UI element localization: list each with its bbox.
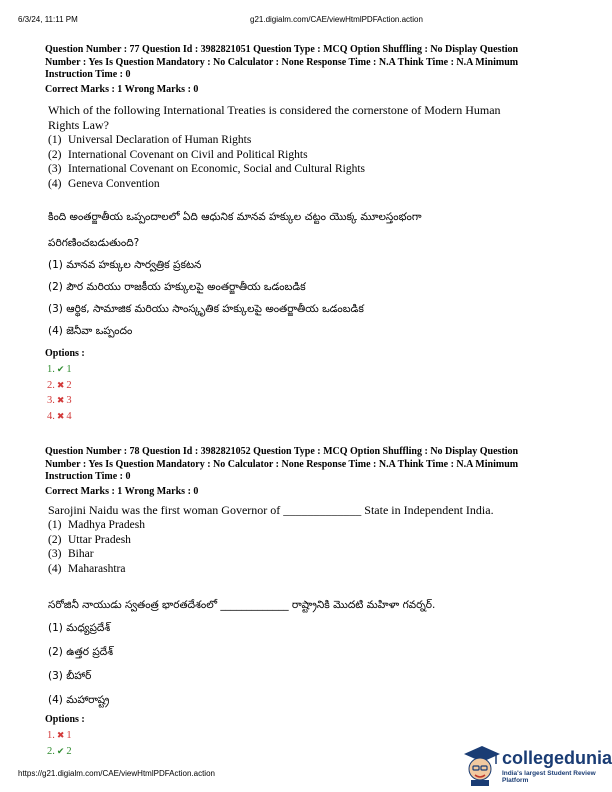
q77-answer-list [47,362,72,424]
cross-icon: ✖ [56,379,65,390]
brand-tagline: India's largest Student Review Platform [502,770,596,784]
q77-question-telugu [48,210,578,250]
option-en-4: (4) Maharashtra [48,562,126,575]
q77-marks: Correct Marks : 1 Wrong Marks : 0 [45,84,199,95]
answer-row: 3. ✖ 3 [47,393,72,409]
option-tel-1: (1) మానవ హక్కుల సార్వత్రిక ప్రకటన [48,259,202,271]
q77-question-text [48,103,568,132]
check-icon: ✔ [56,364,65,374]
cross-icon: ✖ [56,395,65,405]
option-tel-3: (3) ఆర్థిక, సామాజిక మరియు సాంస్కృతిక హక్కులపై అంతర్జాతీయ ఒడంబడిక [48,303,364,315]
q77-meta-line2: Number : Yes Is Question Mandatory : No Calculator : None Response Time : N.A Think Time : N.A Minimum [45,56,519,68]
q78-meta-line3: Instruction Time : 0 [45,471,131,482]
q77-options-telugu [48,258,578,346]
print-url-header: g21.digialm.com/CAE/viewHtmlPDFAction.action [250,15,423,24]
option-en-4: (4) Geneva Convention [48,177,160,190]
q78-question-text: Sarojini Naidu was the first woman Governor of _____________ State in Independent India. [48,503,494,517]
option-en-2: (2) Uttar Pradesh [48,533,131,546]
option-tel-3: (3) బీహార్ [48,670,92,682]
graduate-mascot-icon [460,742,500,786]
option-tel-1: (1) మధ్యప్రదేశ్ [48,622,111,634]
cross-icon: ✖ [56,730,65,740]
q78-meta-line2: Number : Yes Is Question Mandatory : No Calculator : None Response Time : N.A Think Time : N.A Minimum [45,458,519,470]
option-tel-4: (4) మహారాష్ట్ర [48,694,110,706]
print-datetime: 6/3/24, 11:11 PM [18,15,78,24]
print-url-footer: https://g21.digialm.com/CAE/viewHtmlPDFAction.action [18,769,215,778]
collegedunia-logo [460,742,610,788]
q77-meta-line3: Instruction Time : 0 [45,69,131,80]
q77-telugu-line2: పరిగణించబడుతుంది? [48,237,140,249]
q78-answer-list [47,728,72,759]
answer-row: 4. ✖ 4 [47,409,72,425]
option-tel-2: (2) పౌర మరియు రాజకీయ హక్కులపై అంతర్జాతీయ ఒడంబడిక [48,281,306,293]
q78-meta [45,446,575,484]
answer-row: 1. ✔ 1 [47,362,72,378]
option-en-1: (1) Universal Declaration of Human Rights [48,134,252,146]
q77-options-label: Options : [45,348,85,359]
option-en-3: (3) International Covenant on Economic, Social and Cultural Rights [48,163,366,175]
option-en-2: (2) International Covenant on Civil and Political Rights [48,148,308,161]
q78-question-telugu: సరోజినీ నాయుడు స్వతంత్ర భారతదేశంలో _____________ రాష్ట్రానికి మొదటి మహిళా గవర్నర్. [48,599,436,611]
option-tel-2: (2) ఉత్తర ప్రదేశ్ [48,646,113,658]
q78-options-telugu [48,621,578,717]
q77-meta-line1: Question Number : 77 Question Id : 3982821051 Question Type : MCQ Option Shuffling : No Display Question [45,44,519,55]
cross-icon: ✖ [56,410,65,421]
q78-options-en [48,518,145,576]
q77-question-line1: Which of the following International Treaties is considered the cornerstone of Modern Human [48,103,501,117]
option-en-1: (1) Madhya Pradesh [48,519,145,531]
q77-meta [45,44,575,82]
brand-name: collegedunia [502,748,612,768]
check-icon: ✔ [56,745,65,756]
q78-meta-line1: Question Number : 78 Question Id : 3982821052 Question Type : MCQ Option Shuffling : No Display Question [45,446,519,457]
q77-question-line2: Rights Law? [48,117,109,132]
answer-row: 2. ✖ 2 [47,378,72,394]
q78-options-label: Options : [45,714,85,725]
option-tel-4: (4) జెనీవా ఒప్పందం [48,325,133,337]
q78-marks: Correct Marks : 1 Wrong Marks : 0 [45,486,199,497]
answer-row: 1. ✖ 1 [47,728,72,744]
q77-options-en [48,133,365,191]
answer-row: 2. ✔ 2 [47,744,72,760]
option-en-3: (3) Bihar [48,548,94,560]
q77-telugu-line1: కింది అంతర్జాతీయ ఒప్పందాలలో ఏది ఆధునిక మానవ హక్కుల చట్టం యొక్క మూలస్తంభంగా [48,211,422,223]
